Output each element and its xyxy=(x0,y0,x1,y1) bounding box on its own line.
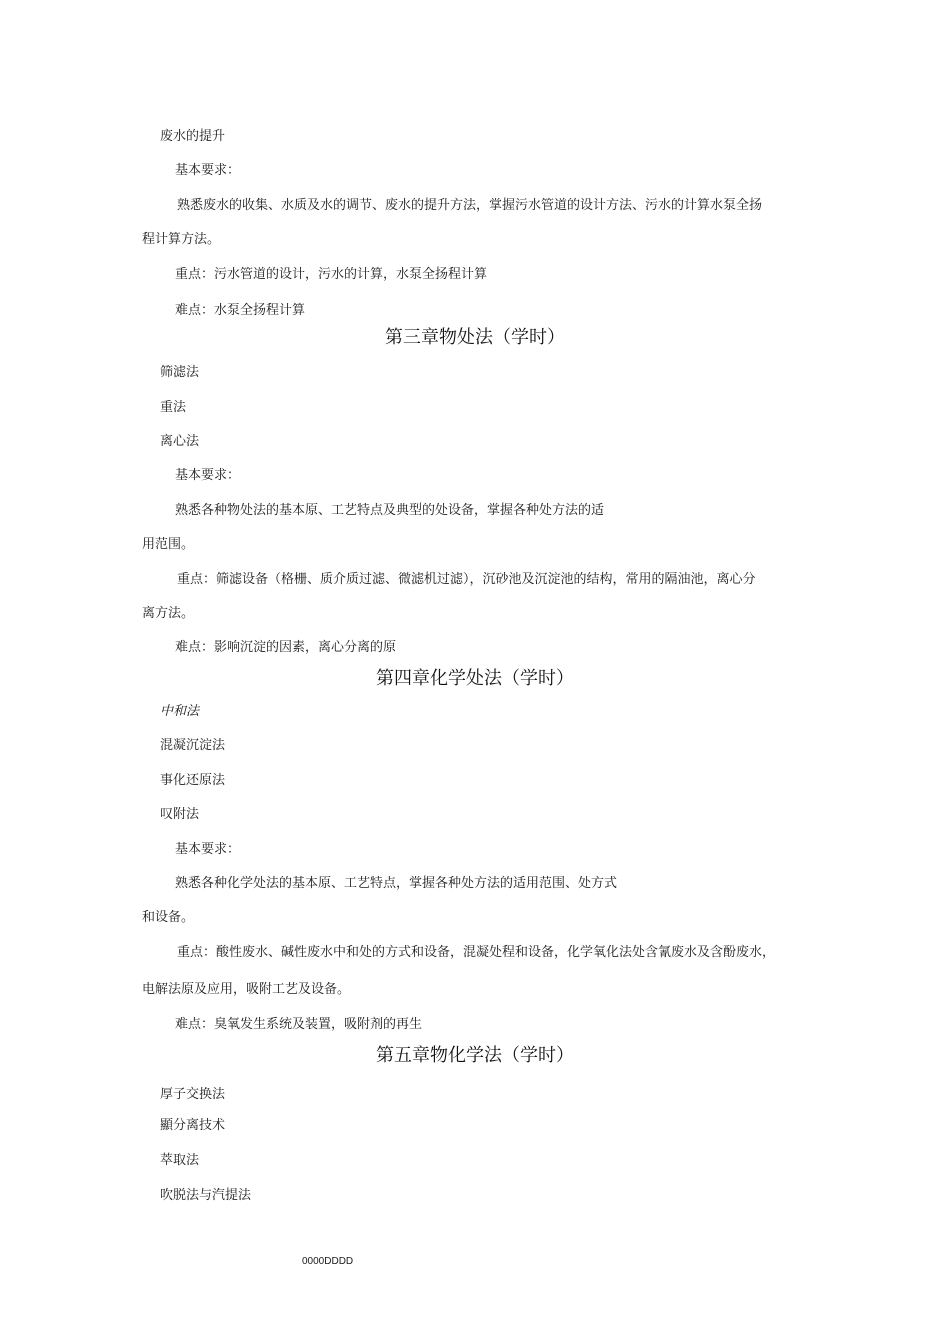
list-item: 顯分离技术 xyxy=(160,1118,226,1133)
list-item: 事化还原法 xyxy=(160,773,226,788)
list-item: 离心法 xyxy=(160,434,200,449)
requirements-label: 基本要求： xyxy=(175,468,241,483)
list-item: 废水的提升 xyxy=(160,129,226,144)
difficulties: 难点：水泵全扬程计算 xyxy=(175,303,306,318)
requirements-text-cont: 用范围。 xyxy=(142,537,195,552)
requirements-label: 基本要求： xyxy=(175,842,241,857)
key-points: 重点：酸性废水、碱性废水中和处的方式和设备，混凝处程和设备，化学氧化法处含氰废水及含酚废水， xyxy=(177,945,776,960)
requirements-text-cont: 和设备。 xyxy=(142,910,195,925)
list-item: 叹附法 xyxy=(160,807,200,822)
chapter-3-heading: 第三章物处法（学时） xyxy=(385,327,565,348)
list-item: 筛滤法 xyxy=(160,365,200,380)
difficulties: 难点：臭氧发生系统及装置，吸附剂的再生 xyxy=(175,1017,423,1032)
requirements-text: 熟悉废水的收集、水质及水的调节、废水的提升方法，掌握污水管道的设计方法、污水的计算水泵全扬 xyxy=(177,198,763,213)
chapter-5-heading: 第五章物化学法（学时） xyxy=(376,1045,574,1066)
key-points-cont: 电解法原及应用，吸附工艺及设备。 xyxy=(142,982,351,997)
key-points-cont: 离方法。 xyxy=(142,606,195,621)
difficulties: 难点：影响沉淀的因素，离心分离的原 xyxy=(175,640,397,655)
list-item: 厚子交换法 xyxy=(160,1087,226,1102)
list-item: 混凝沉淀法 xyxy=(160,738,226,753)
list-item: 重法 xyxy=(160,400,187,415)
key-points: 重点：筛滤设备（格栅、质介质过滤、微滤机过滤），沉砂池及沉淀池的结构，常用的隔油池，离心分 xyxy=(177,572,756,587)
list-item: 萃取法 xyxy=(160,1153,200,1168)
requirements-text: 熟悉各种物处法的基本原、工艺特点及典型的处设备，掌握各种处方法的适 xyxy=(175,503,605,518)
list-item: 吹脱法与汽提法 xyxy=(160,1188,252,1203)
requirements-text: 熟悉各种化学处法的基本原、工艺特点，掌握各种处方法的适用范围、处方式 xyxy=(175,876,618,891)
requirements-label: 基本要求： xyxy=(175,163,241,178)
key-points: 重点：污水管道的设计，污水的计算，水泵全扬程计算 xyxy=(175,267,488,282)
chapter-4-heading: 第四章化学处法（学时） xyxy=(376,668,574,689)
list-item: 中和法 xyxy=(160,704,200,719)
requirements-text-cont: 程计算方法。 xyxy=(142,232,221,247)
page-footer: 0000DDDD xyxy=(302,1256,354,1267)
